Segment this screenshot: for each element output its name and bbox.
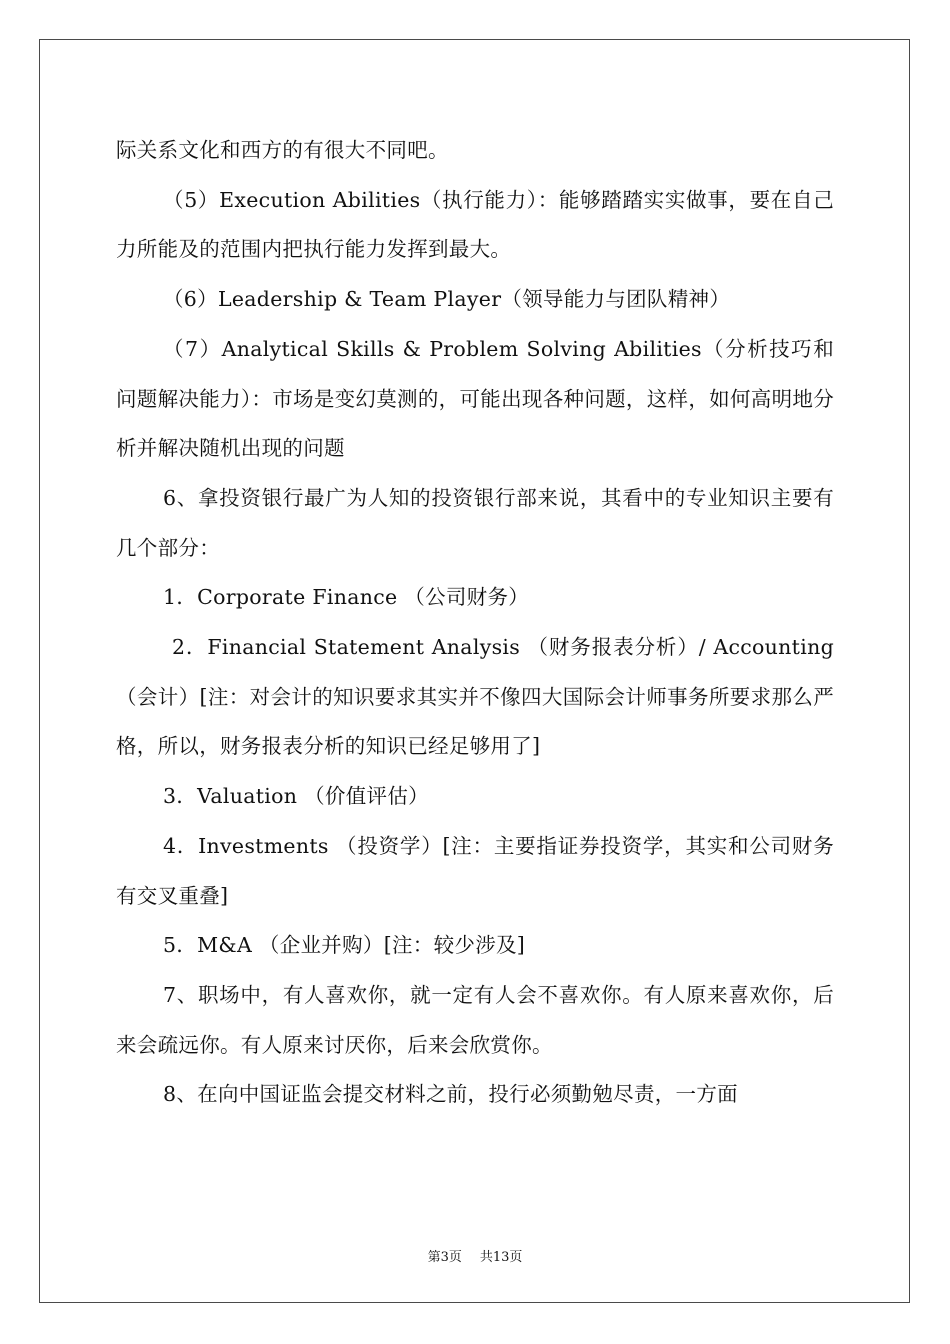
paragraph-corporate-finance: 1．Corporate Finance （公司财务） bbox=[163, 585, 530, 610]
document-body bbox=[116, 126, 834, 1120]
paragraph-item-8: 8、在向中国证监会提交材料之前，投行必须勤勉尽责，一方面 bbox=[163, 1082, 738, 1107]
page-footer bbox=[0, 1246, 950, 1265]
paragraph-item-7: 7、职场中，有人喜欢你，就一定有人会不喜欢你。有人原来喜欢你，后来会疏远你。有人原来讨厌你，后来会欣赏你。 bbox=[116, 982, 834, 1057]
paragraph-financial-statement: 2．Financial Statement Analysis （财务报表分析）/ Accounting （会计）[注：对会计的知识要求其实并不像四大国际会计师事务所要求那么严格，所以，财务报表分析的知识已经足够用了] bbox=[116, 635, 834, 759]
paragraph-continuation: 际关系文化和西方的有很大不同吧。 bbox=[116, 138, 449, 162]
paragraph-ma: 5．M&A （企业并购）[注：较少涉及] bbox=[163, 933, 526, 958]
paragraph-analytical-skills: （7）Analytical Skills & Problem Solving Abilities（分析技巧和问题解决能力）：市场是变幻莫测的，可能出现各种问题，这样，如何高明地分析并解决随机出现的问题 bbox=[116, 336, 834, 461]
paragraph-valuation: 3．Valuation （价值评估） bbox=[163, 784, 429, 809]
paragraph-leadership: （6）Leadership & Team Player（领导能力与团队精神） bbox=[163, 287, 731, 312]
paragraph-item-6: 6、拿投资银行最广为人知的投资银行部来说，其看中的专业知识主要有几个部分： bbox=[116, 485, 834, 560]
page-number: 第3页 bbox=[427, 1250, 462, 1265]
paragraph-execution-abilities: （5）Execution Abilities（执行能力）：能够踏踏实实做事，要在自己力所能及的范围内把执行能力发挥到最大。 bbox=[116, 187, 834, 262]
page-total: 共13页 bbox=[479, 1250, 523, 1265]
paragraph-investments: 4．Investments （投资学）[注：主要指证券投资学，其实和公司财务有交叉重叠] bbox=[116, 833, 834, 908]
